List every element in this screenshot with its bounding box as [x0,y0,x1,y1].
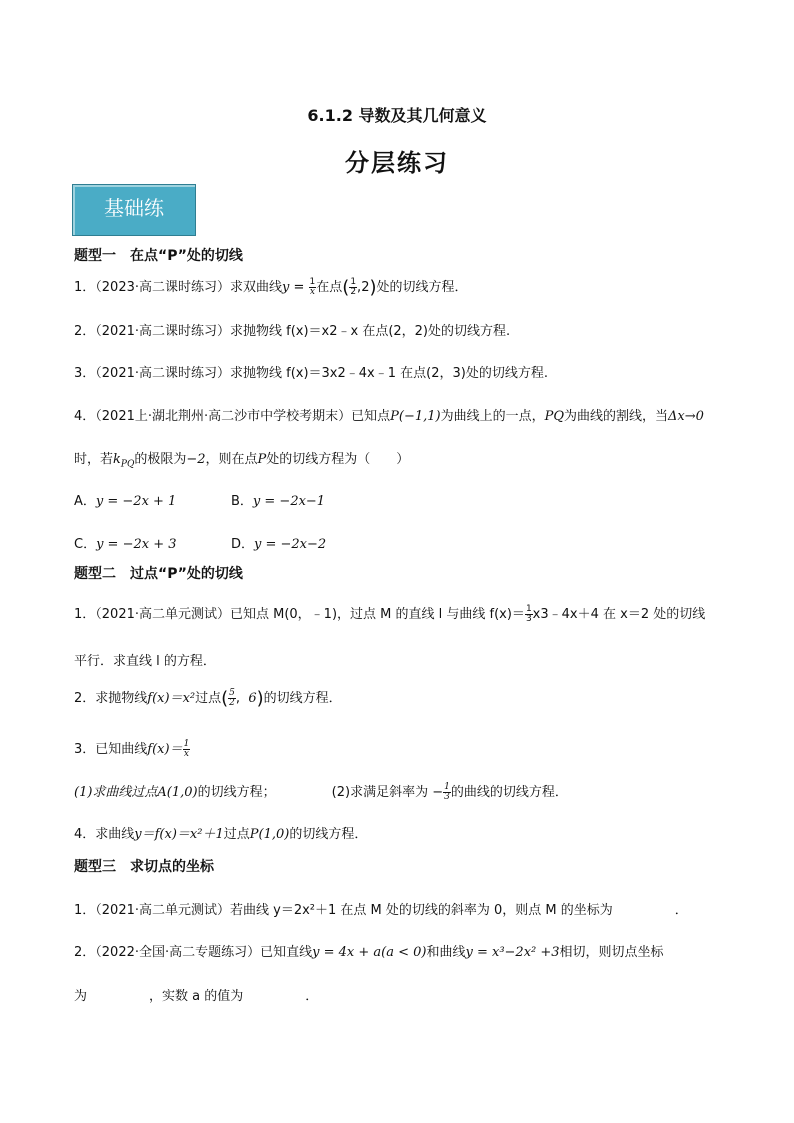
q1-frac-half: $\frac{1}{2}$ [350,277,357,297]
type2-q1-line2: 平行．求直线 l 的方程． [74,654,216,669]
frac-1-x: $\frac{1}{x}$ [183,739,190,759]
type1-heading: 题型一 在点“P”处的切线 [74,248,243,264]
page-title: 分层练习 [345,149,449,177]
frac-1-3: $\frac{1}{3}$ [525,604,532,624]
type2-q3-sub: (1)求曲线过点A(1,0)的切线方程； (2)求满足斜率为 − $\frac{1}{3}$ 的曲线的切线方程． [74,782,568,802]
type2-q4: 4．求曲线y＝f(x)＝x²＋1过点P(1,0)的切线方程． [74,827,368,842]
type3-heading: 题型三 求切点的坐标 [74,859,214,875]
q1-suffix: 处的切线方程． [376,280,468,295]
type3-q2-line1: 2．（2022·全国·高二专题练习）已知直线y = 4x + a(a < 0)和曲线y = x³−2x² +3相切，则切点坐标 [74,945,664,960]
type1-q4-line2: 时，若$k_{PQ}$的极限为−2，则在点P处的切线方程为（ ） [74,452,410,470]
level-badge: 基础练 [72,184,196,236]
type2-q3: 3．已知曲线f(x)＝ $\frac{1}{x}$ [74,739,190,759]
type1-q2: 2．（2021·高二课时练习）求抛物线 f(x)＝x2﹣x 在点(2，2)处的切线方程. [74,324,511,339]
type1-q1: 1．（2023·高二课时练习）求双曲线y = $\frac{1}{x}$ 在点( $\frac{1}{2}$ ,2)处的切线方程． [74,277,468,298]
type1-q3: 3．（2021·高二课时练习）求抛物线 f(x)＝3x2﹣4x﹣1 在点(2，3)处的切线方程. [74,366,548,381]
section-title: 6.1.2 导数及其几何意义 [307,106,487,125]
type1-q4-line1: 4．（2021上·湖北荆州·高二沙市中学校考期末）已知点P(−1,1)为曲线上的一点，PQ为曲线的割线，当Δx→0 [74,409,704,424]
q1-y: y [282,280,290,295]
option-b: B．y = −2x−1 [231,494,326,509]
option-a: A．y = −2x + 1 [74,494,177,509]
type3-q1: 1．（2021·高二单元测试）若曲线 y＝2x²＋1 在点 M 处的切线的斜率为 0，则点 M 的坐标为 ． [74,903,688,918]
q1-prefix: 1．（2023·高二课时练习）求双曲线 [74,280,282,295]
q1-mid: 在点 [316,280,343,295]
option-c: C．y = −2x + 3 [74,537,177,552]
frac-1-3b: $\frac{1}{3}$ [444,782,450,802]
q1-frac-1-over-x: $\frac{1}{x}$ [309,277,316,297]
type2-q2: 2．求抛物线f(x)＝x²过点( $\frac{5}{2}$ , 6)的切线方程． [74,688,342,709]
type2-q1-line1: 1．（2021·高二单元测试）已知点 M(0，﹣1)，过点 M 的直线 l 与曲线 f(x)＝ $\frac{1}{3}$ x3﹣4x＋4 在 x＝2 处的切线 [74,604,706,624]
option-d: D．y = −2x−2 [231,537,327,552]
type2-heading: 题型二 过点“P”处的切线 [74,566,243,582]
frac-5-2: $\frac{5}{2}$ [229,688,235,708]
type3-q2-line2: 为 ，实数 a 的值为 ． [74,989,319,1004]
